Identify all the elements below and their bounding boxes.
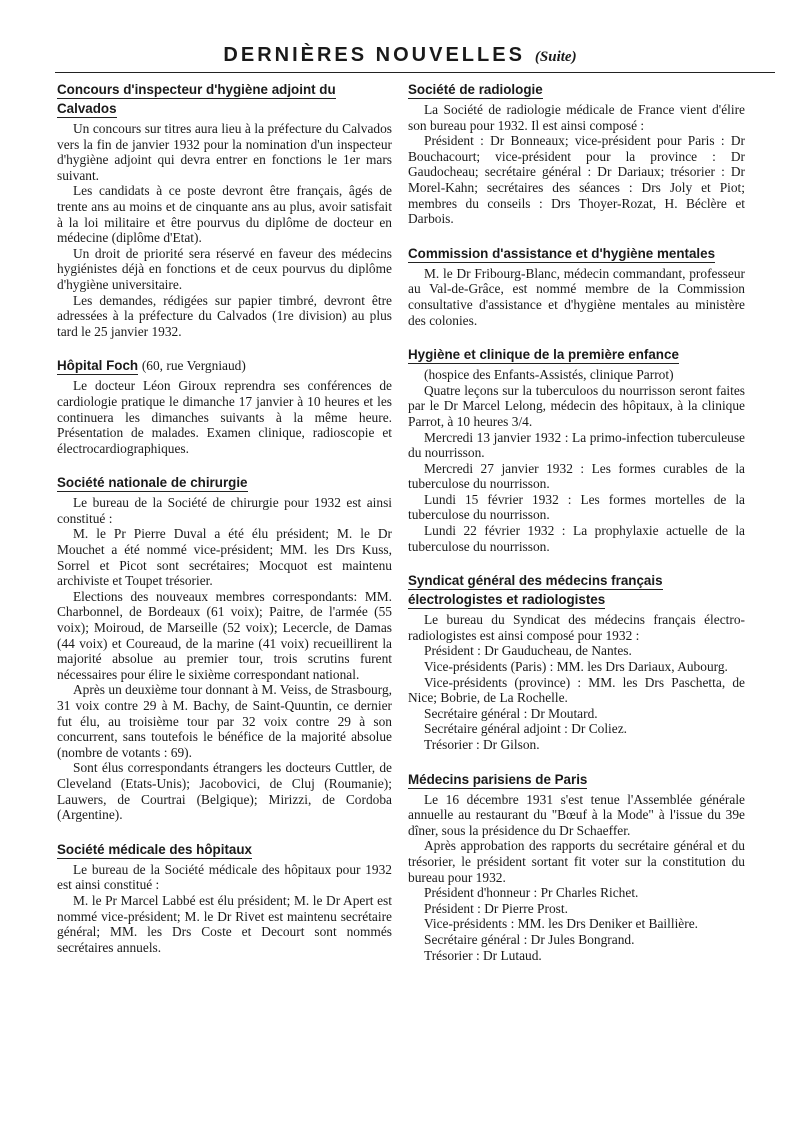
paragraph: Mercredi 13 janvier 1932 : La primo-infection tuberculeuse du nourrisson. — [408, 429, 745, 461]
section-title: Syndicat général des médecins français électrologistes et radiologistes — [408, 573, 663, 608]
section-syndicat-medecins — [408, 571, 745, 752]
paragraph: Vice-présidents (Paris) : MM. les Drs Dariaux, Aubourg. — [424, 659, 728, 675]
paragraph: Lundi 15 février 1932 : Les formes mortelles de la tuberculose du nourrisson. — [408, 491, 745, 523]
paragraph: La Société de radiologie médicale de France vient d'élire son bureau pour 1932. Il est ainsi composé : — [408, 102, 745, 133]
paragraph: Le bureau de la Société de chirurgie pour 1932 est ainsi constitué : — [57, 495, 392, 526]
section-subtitle: (60, rue Vergniaud) — [141, 358, 246, 374]
paragraph: Sont élus correspondants étrangers les docteurs Cuttler, de Cleveland (Etats-Unis); Jacobovici, de Cluj (Roumanie); Lauwers, de Courtrai (Belgique); Mirizzi, de Cordoba (Argentine). — [57, 760, 392, 823]
paragraph: Les candidats à ce poste devront être français, âgés de trente ans au moins et de cinquante ans au plus, avoir satisfait à la loi militaire et être pourvus du diplôme de docteur en médecine (diplôme d'Etat). — [57, 183, 392, 246]
section-commission-assistance — [408, 244, 745, 328]
paragraph: Président : Dr Bonneaux; vice-président pour Paris : Dr Bouchacourt; vice-président pour la province : Dr Gaudocheau; secrétaire général : Dr Dariaux; trésorier : Dr Morel-Kahn; secrétaires des séances : Drs Joly et Piot; membres du conseils : Drs Thoyer-Rozat, H. Béclère et Darbois. — [408, 133, 745, 227]
paragraph: Secrétaire général adjoint : Dr Coliez. — [424, 721, 628, 737]
header-rule — [55, 72, 775, 73]
section-title: Société nationale de chirurgie — [57, 475, 248, 491]
section-title: Hôpital Foch (60, rue Vergniaud) — [57, 358, 246, 374]
paragraph: Le docteur Léon Giroux reprendra ses conférences de cardiologie pratique le dimanche 17 janvier à 10 heures et les continuera les dimanches suivants à la même heure. Présentation de malades. Examen clinique, radioscopie et électrocardiographiques. — [57, 378, 392, 456]
paragraph: Président : Dr Pierre Prost. — [424, 900, 568, 916]
paragraph: (hospice des Enfants-Assistés, clinique Parrot) — [424, 367, 674, 383]
section-premiere-enfance — [408, 345, 745, 554]
paragraph: Les demandes, rédigées sur papier timbré, devront être adressées à la préfecture du Calvados (1re division) au plus tard le 25 janvier 1932. — [57, 292, 392, 339]
paragraph: Elections des nouveaux membres correspondants: MM. Charbonnel, de Bordeaux (61 voix); Paitre, de l'armée (55 voix); Moiroud, de Marseille (52 voix); Lecercle, de Damas (44 voix) et Coureaud, de la marine (41 voix) recueillirent la majorité absolue au premier tour, trois scrutins furent nécessaires pour élire le sixième correspondant national. — [57, 588, 392, 682]
page-header — [0, 44, 800, 67]
paragraph: Vice-présidents (province) : MM. les Drs Paschetta, de Nice; Bobrie, de La Rochelle. — [408, 674, 745, 706]
section-concours-calvados — [57, 80, 392, 339]
paragraph: Vice-présidents : MM. les Drs Deniker et Baillière. — [424, 916, 698, 932]
section-title: Société de radiologie — [408, 82, 543, 97]
paragraph: Après un deuxième tour donnant à M. Veiss, de Strasbourg, 31 voix contre 29 à M. Bachy, de Saint-Quuntin, ce dernier fut élu, au troisième tour par 32 voix contre 29 à son concurrent, sans toutefois le bénéfice de la majorité absolue (nombre de votants : 69). — [57, 682, 392, 760]
paragraph: Quatre leçons sur la tuberculoos du nourrisson seront faites par le Dr Marcel Lelong, médecin des hôpitaux, à la clinique Parrot, à 10 heures 3/4. — [408, 382, 745, 429]
right-column — [408, 80, 745, 980]
paragraph: Président : Dr Gauducheau, de Nantes. — [424, 643, 632, 659]
section-societe-chirurgie — [57, 473, 392, 822]
paragraph: Trésorier : Dr Gilson. — [424, 737, 540, 752]
section-title: Commission d'assistance et d'hygiène mentales — [408, 245, 716, 261]
section-societe-radiologie — [408, 80, 745, 227]
paragraph: M. le Pr Pierre Duval a été élu président; M. le Dr Mouchet a été nommé vice-président; MM. les Drs Kuss, Sorrel et Picot sont secrétaires; Mocquot est maintenu archiviste et Toupet trésorier. — [57, 526, 392, 589]
paragraph: Le bureau du Syndicat des médecins français électro-radiologistes est ainsi composé pour 1932 : — [408, 612, 745, 643]
paragraph: M. le Dr Fribourg-Blanc, médecin commandant, professeur au Val-de-Grâce, est nommé membre de la Commission consultative d'assistance et d'hygiène mentales au ministère des colonies. — [408, 265, 745, 328]
paragraph: Secrétaire général : Dr Moutard. — [424, 705, 598, 721]
section-hopital-foch — [57, 356, 392, 456]
left-column — [57, 80, 392, 972]
paragraph: Après approbation des rapports du secrétaire général et du trésorier, le président sortant fit voter sur la constitution du bureau pour 1932. — [408, 838, 745, 885]
page-title-suite: (Suite) — [534, 49, 577, 65]
paragraph: Le 16 décembre 1931 s'est tenue l'Assemblée générale annuelle au restaurant du "Bœuf à la Mode" à l'issue du 39e dîner, sous la présidence du Dr Schaeffer. — [408, 791, 745, 838]
section-societe-medicale-hopitaux — [57, 840, 392, 956]
paragraph: Président d'honneur : Pr Charles Richet. — [424, 885, 639, 901]
section-title: Médecins parisiens de Paris — [408, 771, 588, 787]
paragraph: M. le Pr Marcel Labbé est élu président; M. le Dr Apert est nommé vice-président; M. le Dr Rivet est maintenu secrétaire général; MM. les Drs Coste et Decourt sont nommés secrétaires annuels. — [57, 892, 392, 955]
paragraph: Mercredi 27 janvier 1932 : Les formes curables de la tuberculose du nourrisson. — [408, 460, 745, 492]
page-title: DERNIÈRES NOUVELLES — [223, 44, 525, 66]
paragraph: Lundi 22 février 1932 : La prophylaxie actuelle de la tuberculose du nourrisson. — [408, 523, 745, 554]
section-medecins-parisiens — [408, 770, 745, 964]
section-title: Société médicale des hôpitaux — [57, 841, 252, 857]
paragraph: Le bureau de la Société médicale des hôpitaux pour 1932 est ainsi constitué : — [57, 861, 392, 893]
paragraph: Un concours sur titres aura lieu à la préfecture du Calvados vers la fin de janvier 1932 pour la nomination d'un inspecteur d'hygiène adjoint qui devra entrer en fonctions le 1er mars suivant. — [57, 121, 392, 183]
section-title: Concours d'inspecteur d'hygiène adjoint du Calvados — [57, 82, 336, 116]
paragraph: Un droit de priorité sera réservé en faveur des médecins hygiénistes déjà en fonctions et de ceux pourvus du diplôme d'hygiène universitaire. — [57, 245, 392, 292]
section-title: Hygiène et clinique de la première enfance — [408, 347, 679, 363]
paragraph: Trésorier : Dr Lutaud. — [424, 947, 542, 963]
paragraph: Secrétaire général : Dr Jules Bongrand. — [424, 931, 635, 947]
